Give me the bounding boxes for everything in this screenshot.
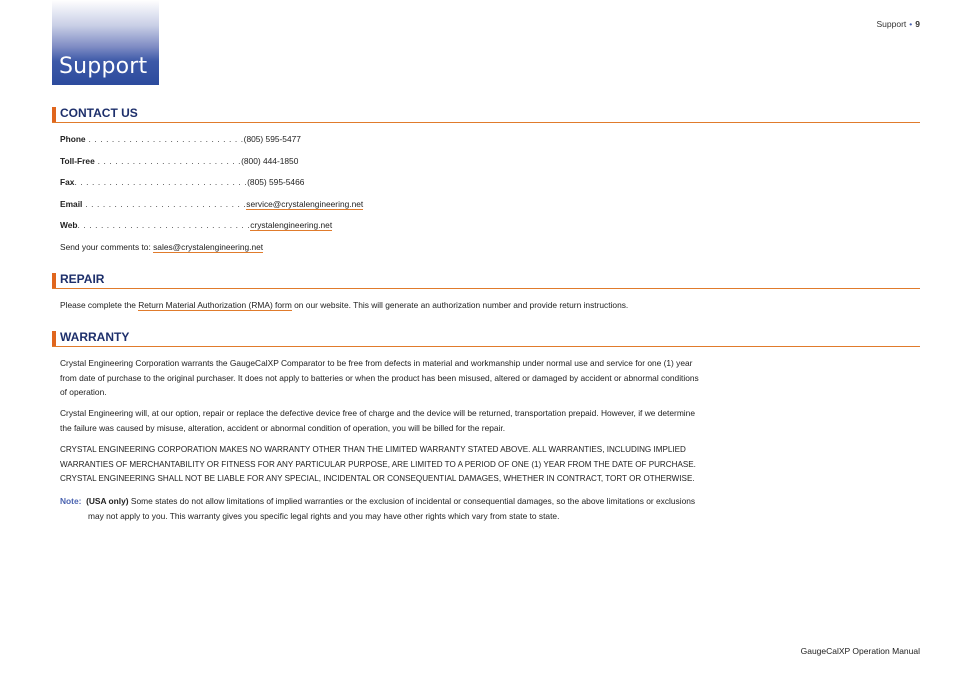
chapter-tab bbox=[52, 0, 159, 85]
bullet-icon: • bbox=[909, 19, 913, 29]
heading-accent-bar bbox=[52, 107, 56, 122]
section-heading bbox=[52, 330, 920, 347]
page-number: 9 bbox=[915, 19, 920, 29]
comments-email-link[interactable]: sales@crystalengineering.net bbox=[153, 242, 264, 252]
warranty-paragraph-3: CRYSTAL ENGINEERING CORPORATION MAKES NO WARRANTY OTHER THAN THE LIMITED WARRANTY STATED ABOVE. ALL WARRANTIES, INCLUDING IMPLIED WARRANTIES OF MERCHANTABILITY OR FITNESS FOR ANY PARTICULAR PURPOSE, ARE LIMITED TO A PERIOD OF ONE (1) YEAR FROM THE DATE OF PURCHASE. CRYSTAL ENGINEERING SHALL NOT BE LIABLE FOR ANY SPECIAL, INCIDENTAL OR CONSEQUENTIAL DAMAGES, WHETHER IN CONTRACT, TORT OR OTHERWISE. bbox=[60, 445, 696, 483]
warranty-paragraph-2: Crystal Engineering will, at our option, repair or replace the defective device free of charge and the device will be returned, transportation prepaid. However, if we determine the failure was caused by misuse, alteration, accident or abnormal condition of operation, you will be billed for the repair. bbox=[60, 408, 695, 433]
contact-row-email: Email . . . . . . . . . . . . . . . . . . . . . . . . . . . .service@crystalengineering.net bbox=[60, 199, 364, 209]
running-title: Support bbox=[876, 19, 907, 29]
repair-section bbox=[52, 272, 920, 289]
contact-heading: CONTACT US bbox=[60, 106, 138, 120]
repair-text: Please complete the Return Material Authorization (RMA) form on our website. This will generate an authorization number and provide return instructions. bbox=[60, 300, 629, 310]
warranty-note bbox=[60, 494, 713, 523]
contact-section bbox=[52, 106, 920, 123]
contact-row-tollfree: Toll-Free . . . . . . . . . . . . . . . . . . . . . . . . .(800) 444-1850 bbox=[60, 156, 299, 166]
contact-row-fax: Fax. . . . . . . . . . . . . . . . . . . . . . . . . . . . . .(805) 595-5466 bbox=[60, 177, 305, 187]
note-label: Note: bbox=[60, 496, 82, 506]
phone-value: (805) 595-5477 bbox=[243, 134, 301, 144]
heading-accent-bar bbox=[52, 331, 56, 346]
note-text: Some states do not allow limitations of implied warranties or the exclusion of incidental or consequential damages, so the above limitations or exclusions may not apply to you. This warranty gives you specific legal rights and you may have other rights which vary from state to state. bbox=[88, 496, 696, 521]
repair-heading: REPAIR bbox=[60, 272, 105, 286]
running-header bbox=[877, 19, 921, 29]
tollfree-value: (800) 444-1850 bbox=[241, 156, 299, 166]
heading-accent-bar bbox=[52, 273, 56, 288]
email-link[interactable]: service@crystalengineering.net bbox=[246, 199, 364, 209]
comments-line: Send your comments to: sales@crystalengineering.net bbox=[60, 242, 264, 252]
web-link[interactable]: crystalengineering.net bbox=[250, 220, 333, 230]
section-heading bbox=[52, 106, 920, 123]
chapter-title: Support bbox=[59, 54, 148, 79]
section-heading bbox=[52, 272, 920, 289]
note-bold: (USA only) bbox=[86, 496, 129, 506]
warranty-heading: WARRANTY bbox=[60, 330, 130, 344]
contact-row-web: Web. . . . . . . . . . . . . . . . . . . . . . . . . . . . . .crystalengineering.net bbox=[60, 220, 333, 230]
rma-form-link[interactable]: Return Material Authorization (RMA) form bbox=[138, 300, 292, 310]
warranty-paragraph-1: Crystal Engineering Corporation warrants the GaugeCalXP Comparator to be free from defects in material and workmanship under normal use and service for one (1) year from date of purchase to the original purchaser. It does not apply to batteries or when the product has been misused, altered or damaged by accident or abnormal conditions of operation. bbox=[60, 358, 699, 397]
fax-value: (805) 595-5466 bbox=[247, 177, 305, 187]
contact-row-phone: Phone . . . . . . . . . . . . . . . . . . . . . . . . . . .(805) 595-5477 bbox=[60, 134, 301, 144]
warranty-section bbox=[52, 330, 920, 347]
footer-manual-title: GaugeCalXP Operation Manual bbox=[800, 646, 920, 656]
